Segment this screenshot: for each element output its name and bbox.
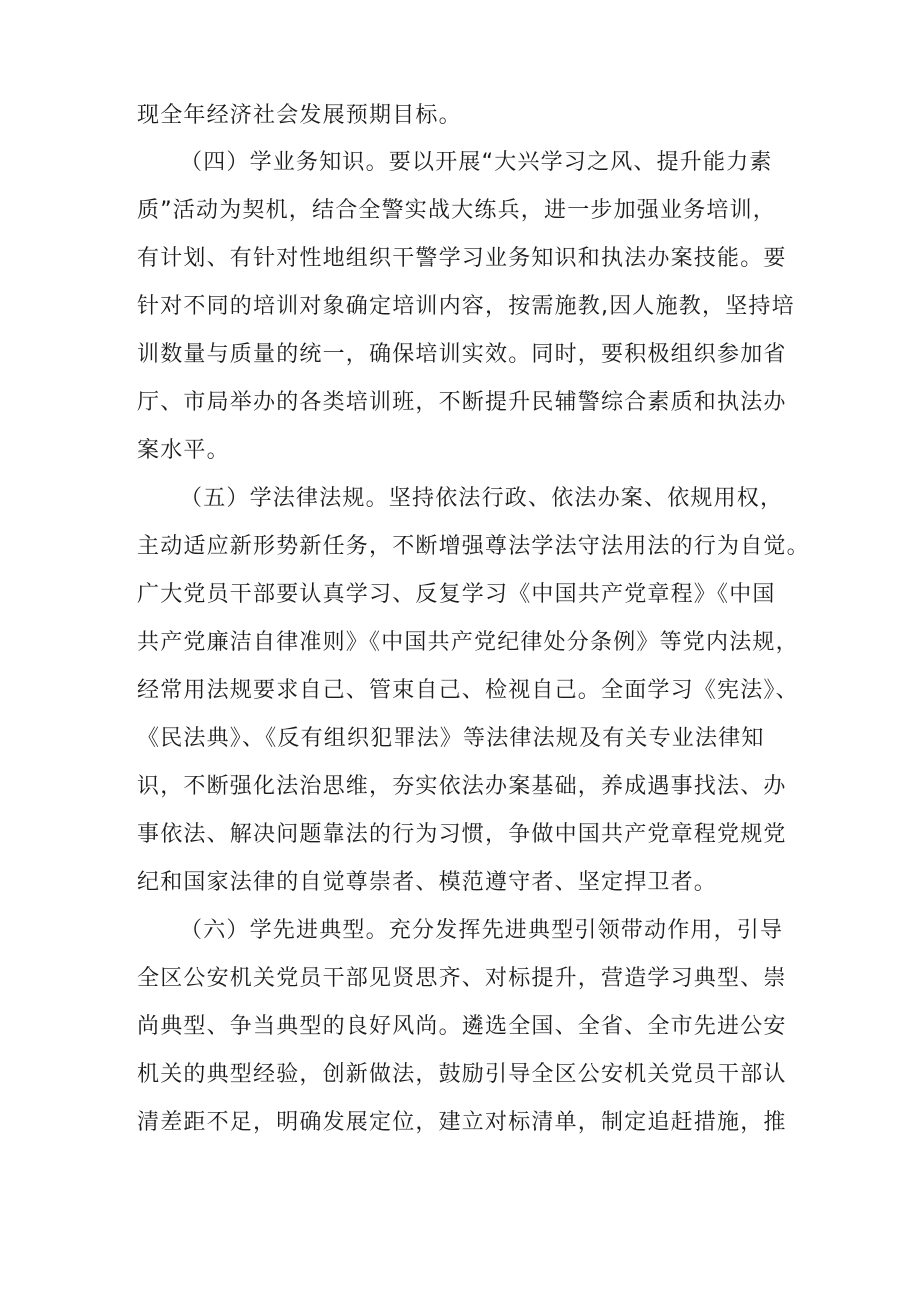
text-line: 案水平。 [137, 438, 230, 463]
text-line: 训数量与质量的统一，确保培训实效。同时，要积极组织参加省 [137, 342, 787, 367]
text-line: 现全年经济社会发展预期目标。 [137, 103, 462, 128]
text-line: 主动适应新形势新任务，不断增强尊法学法守法用法的行为自觉。 [137, 534, 810, 559]
text-line: 事依法、解决问题靠法的行为习惯，争做中国共产党章程党规党 [137, 822, 787, 847]
text-line: 针对不同的培训对象确定培训内容，按需施教,因人施教，坚持培 [137, 294, 795, 319]
text-line: 机关的典型经验，创新做法，鼓励引导全区公安机关党员干部认 [137, 1062, 787, 1087]
text-line: 质”活动为契机，结合全警实战大练兵，进一步加强业务培训， [137, 198, 776, 223]
text-line: 纪和国家法律的自觉尊崇者、模范遵守者、坚定捍卫者。 [137, 870, 718, 895]
section-heading-line: （四）学业务知识。要以开展“大兴学习之风、提升能力素 [180, 150, 773, 175]
section-heading-line: （五）学法律法规。坚持依法行政、依法办案、依规用权， [180, 486, 784, 511]
text-line: 共产党廉洁自律准则》《中国共产党纪律处分条例》等党内法规， [137, 630, 799, 655]
text-line: 识，不断强化法治思维，夯实依法办案基础，养成遇事找法、办 [137, 774, 787, 799]
text-line: 尚典型、争当典型的良好风尚。遴选全国、全省、全市先进公安 [137, 1014, 787, 1039]
text-line: 全区公安机关党员干部见贤思齐、对标提升，营造学习典型、崇 [137, 966, 787, 991]
text-line: 广大党员干部要认真学习、反复学习《中国共产党章程》《中国 [137, 582, 776, 607]
text-line: 有计划、有针对性地组织干警学习业务知识和执法办案技能。要 [137, 246, 787, 271]
text-line: 清差距不足，明确发展定位，建立对标清单，制定追赶措施，推 [137, 1110, 787, 1135]
text-line: 厅、市局举办的各类培训班，不断提升民辅警综合素质和执法办 [137, 390, 787, 415]
text-line: 经常用法规要求自己、管束自己、检视自己。全面学习《宪法》、 [137, 678, 799, 703]
text-line: 《民法典》、《反有组织犯罪法》等法律法规及有关专业法律知 [137, 726, 765, 751]
section-heading-line: （六）学先进典型。充分发挥先进典型引领带动作用，引导 [180, 918, 784, 943]
